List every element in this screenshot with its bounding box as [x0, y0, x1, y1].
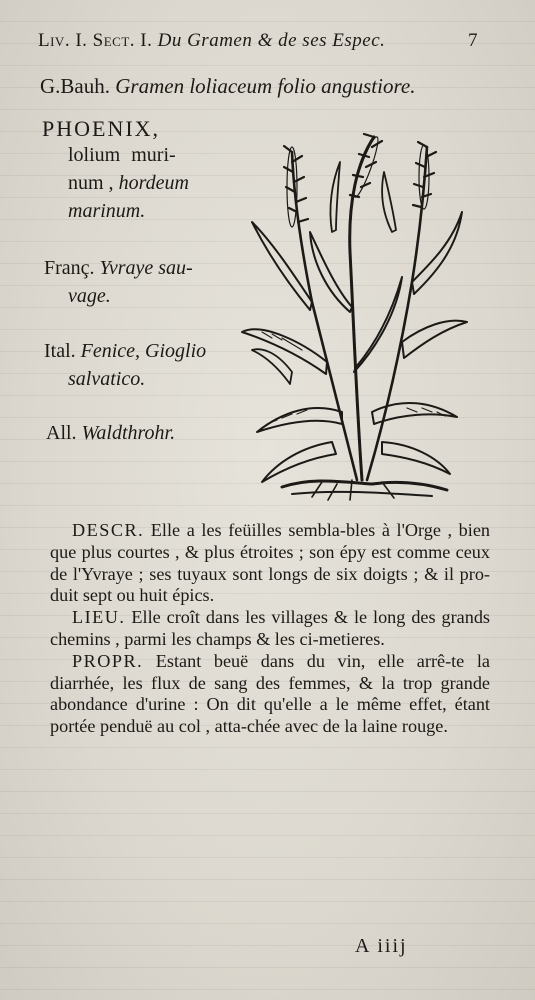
latin-line-3 [68, 172, 189, 195]
lieu-paragraph [50, 607, 490, 651]
latin-line-4: marinum. [68, 200, 146, 222]
description-block [50, 520, 490, 738]
running-header [38, 30, 478, 52]
lieu-label: LIEU. [72, 607, 126, 628]
italian-line-2: salvatico. [68, 368, 146, 390]
bauhin-author: G.Bauh. [40, 74, 110, 98]
page-number: 7 [468, 30, 478, 51]
propr-text: Estant beuë dans du vin, elle arrê-te la diarrhée, les flux de sang des femmes, & la trop grande abondance d'urine : On dit qu'elle a le même effet, étant portée penduë au col , atta-chée avec de la laine rouge. [50, 650, 490, 737]
french-synonym [44, 257, 193, 280]
bauhin-synonym [40, 74, 415, 99]
propr-paragraph [50, 651, 490, 738]
italian-line-1: Fenice, Gioglio [80, 340, 207, 362]
descr-paragraph [50, 520, 490, 607]
french-line-1: Yvraye sau- [99, 257, 193, 279]
descr-text: Elle a les feüilles sembla-bles à l'Orge , bien que plus courtes , & plus étroites ; son épy est comme ceux de l'Yvraye ; ses tuyaux sont longs de six doigts ; & il pro-duit sept ou huit épics. [50, 520, 490, 606]
plant-woodcut-illustration [232, 112, 472, 507]
signature-mark: A iiij [355, 935, 408, 957]
running-title: Liv. I. Sect. I. [38, 30, 153, 51]
bauhin-name: Gramen loliaceum folio angustiore. [115, 74, 416, 98]
descr-label: DESCR. [72, 520, 145, 540]
italian-synonym [44, 340, 234, 363]
german-synonym [46, 422, 175, 445]
running-title-italic: Du Gramen & de ses Espec. [157, 30, 386, 51]
latin-line-3-italic: hordeum [118, 172, 189, 194]
german-name: Waldthrohr. [81, 422, 176, 444]
propr-label: PROPR. [72, 650, 144, 671]
latin-line-2: lolium muri- [68, 144, 176, 166]
german-label: All. [46, 422, 77, 444]
latin-line-3-roman: num , [68, 172, 114, 194]
lieu-text: Elle croît dans les villages & le long des grands chemins , parmi les champs & les ci-metieres. [50, 607, 490, 649]
italian-label: Ital. [44, 340, 76, 362]
french-line-2: vage. [68, 285, 111, 307]
french-label: Franç. [44, 257, 95, 279]
latin-name: PHOENIX, [42, 116, 161, 141]
